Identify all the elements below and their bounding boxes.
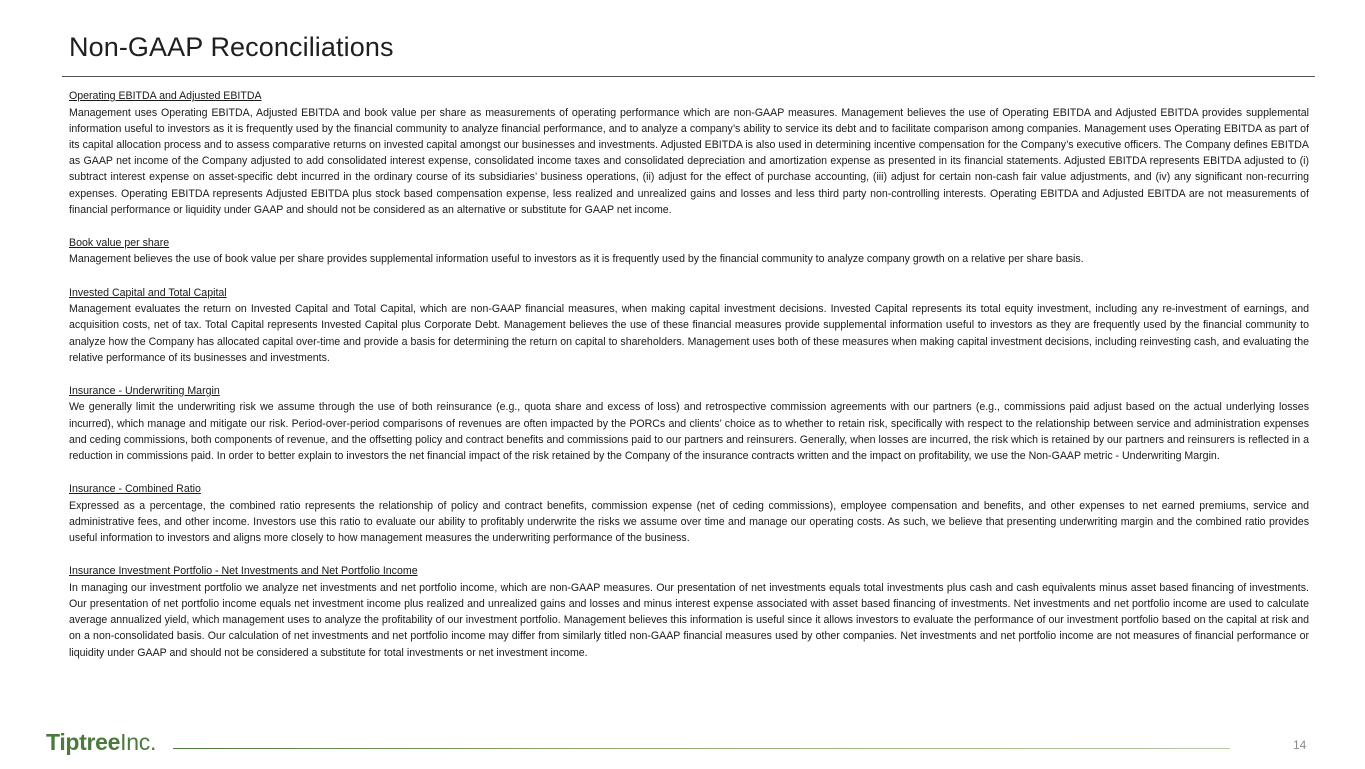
main-content: [69, 86, 1309, 676]
section-investment-portfolio: [69, 561, 1309, 661]
section-body: Management uses Operating EBITDA, Adjusted EBITDA and book value per share as measurements of operating performance which are non-GAAP measures. Management believes the use of Operating EBITDA and Adjusted EBITDA provides supplemental information useful to investors as it is frequently used by the financial community to analyze financial performance, and to analyze a company’s ability to service its debt and to facilitate comparison among companies. Management uses Operating EBITDA as part of its capital allocation process and to assess comparative returns on invested capital amongst our businesses and investments. Adjusted EBITDA is also used in determining incentive compensation for the Company’s executive officers. The Company defines EBITDA as GAAP net income of the Company adjusted to add consolidated interest expense, consolidated income taxes and consolidated depreciation and amortization expense as presented in its financial statements. Adjusted EBITDA represents EBITDA adjusted to (i) subtract interest expense on asset-specific debt incurred in the ordinary course of its subsidiaries’ business operations, (ii) adjust for the effect of purchase accounting, (iii) adjust for certain non-cash fair value adjustments, and (iv) any significant non-recurring expenses. Operating EBITDA represents Adjusted EBITDA plus stock based compensation expense, less realized and unrealized gains and losses and less third party non-controlling interests. Operating EBITDA and Adjusted EBITDA are not measurements of financial performance or liquidity under GAAP and should not be considered as an alternative or substitute for GAAP net income.: [69, 106, 1309, 216]
section-body: In managing our investment portfolio we analyze net investments and net portfolio income, which are non-GAAP measures. Our presentation of net investments equals total investments plus cash and cash equivalents minus asset based financing of investments. Our presentation of net portfolio income equals net investment income plus realized and unrealized gains and losses and minus interest expense associated with asset based financing of investments. Net investments and net portfolio income are used to calculate average annualized yield, which management uses to analyze the profitability of our investment portfolio. Management believes this information is useful since it allows investors to evaluate the performance of our investment portfolio based on the capital at risk and on a non-consolidated basis. Our calculation of net investments and net portfolio income may differ from similarly titled non-GAAP financial measures used by other companies. Net investments and net portfolio income are not measures of financial performance or liquidity under GAAP and should not be considered a substitute for total investments or net investment income.: [69, 581, 1309, 659]
section-heading: Operating EBITDA and Adjusted EBITDA: [69, 90, 262, 102]
page-number: 14: [1293, 738, 1307, 752]
section-heading: Insurance Investment Portfolio - Net Investments and Net Portfolio Income: [69, 565, 418, 578]
section-body: Expressed as a percentage, the combined ratio represents the relationship of policy and contract benefits, commission expense (net of ceding commissions), employee compensation and benefits, and other expenses to net earned premiums, service and administrative fees, and other income. Investors use this ratio to evaluate our ability to profitably underwrite the risks we assume over time and manage our operating costs. As such, we believe that presenting underwriting margin and the combined ratio provides useful information to investors and aligns more closely to how management measures the underwriting performance of the business.: [69, 499, 1309, 545]
section-operating-ebitda: [69, 86, 1309, 218]
section-body: Management believes the use of book value per share provides supplemental information useful to investors as it is frequently used by the financial community to analyze company growth on a relative per share basis.: [69, 253, 1084, 266]
section-heading: Book value per share: [69, 236, 170, 249]
title-divider: [62, 76, 1315, 77]
logo-text-main: Tiptree: [46, 729, 121, 755]
section-underwriting-margin: [69, 381, 1309, 464]
page-title: Non-GAAP Reconciliations: [69, 32, 394, 62]
section-body: We generally limit the underwriting risk we assume through the use of both reinsurance (e.g., quota share and excess of loss) and retrospective commission agreements with our partners (e.g., commissions paid adjust based on the actual underlying losses incurred), which manage and mitigate our risk. Period-over-period comparisons of revenues are often impacted by the PORCs and clients’ choice as to whether to retain risk, specifically with respect to the relationship between service and administration expenses and ceding commissions, both components of revenue, and the offsetting policy and contract benefits and commissions paid to our partners and reinsurers. Generally, when losses are incurred, the risk which is retained by our partners and reinsurers is reflected in a reduction in commissions paid. In order to better explain to investors the net financial impact of the risk retained by the Company of the insurance contracts written and the impact on profitability, we use the Non-GAAP metric - Underwriting Margin.: [69, 401, 1309, 463]
section-heading: Insurance - Underwriting Margin: [69, 384, 220, 397]
section-heading: Invested Capital and Total Capital: [69, 286, 227, 299]
logo-text-suffix: Inc.: [120, 729, 157, 755]
company-logo: [46, 729, 156, 756]
section-body: Management evaluates the return on Invested Capital and Total Capital, which are non-GAAP financial measures, when making capital investment decisions. Invested Capital represents its total equity investment, including any re-investment of earnings, and acquisition costs, net of tax. Total Capital represents Invested Capital plus Corporate Debt. Management believes the use of these financial measures provide supplemental information useful to investors as they are frequently used by the financial community to analyze how the Company has allocated capital over-time and provide a basis for determining the return on capital to shareholders. Management uses both of these measures when making capital investment decisions, including reinvesting cash, and evaluating the relative performance of its businesses and investments.: [69, 303, 1309, 364]
section-book-value: [69, 233, 1309, 268]
section-combined-ratio: [69, 479, 1309, 546]
footer-divider: [173, 748, 1230, 749]
section-invested-capital: [69, 283, 1309, 366]
section-heading: Insurance - Combined Ratio: [69, 483, 201, 496]
